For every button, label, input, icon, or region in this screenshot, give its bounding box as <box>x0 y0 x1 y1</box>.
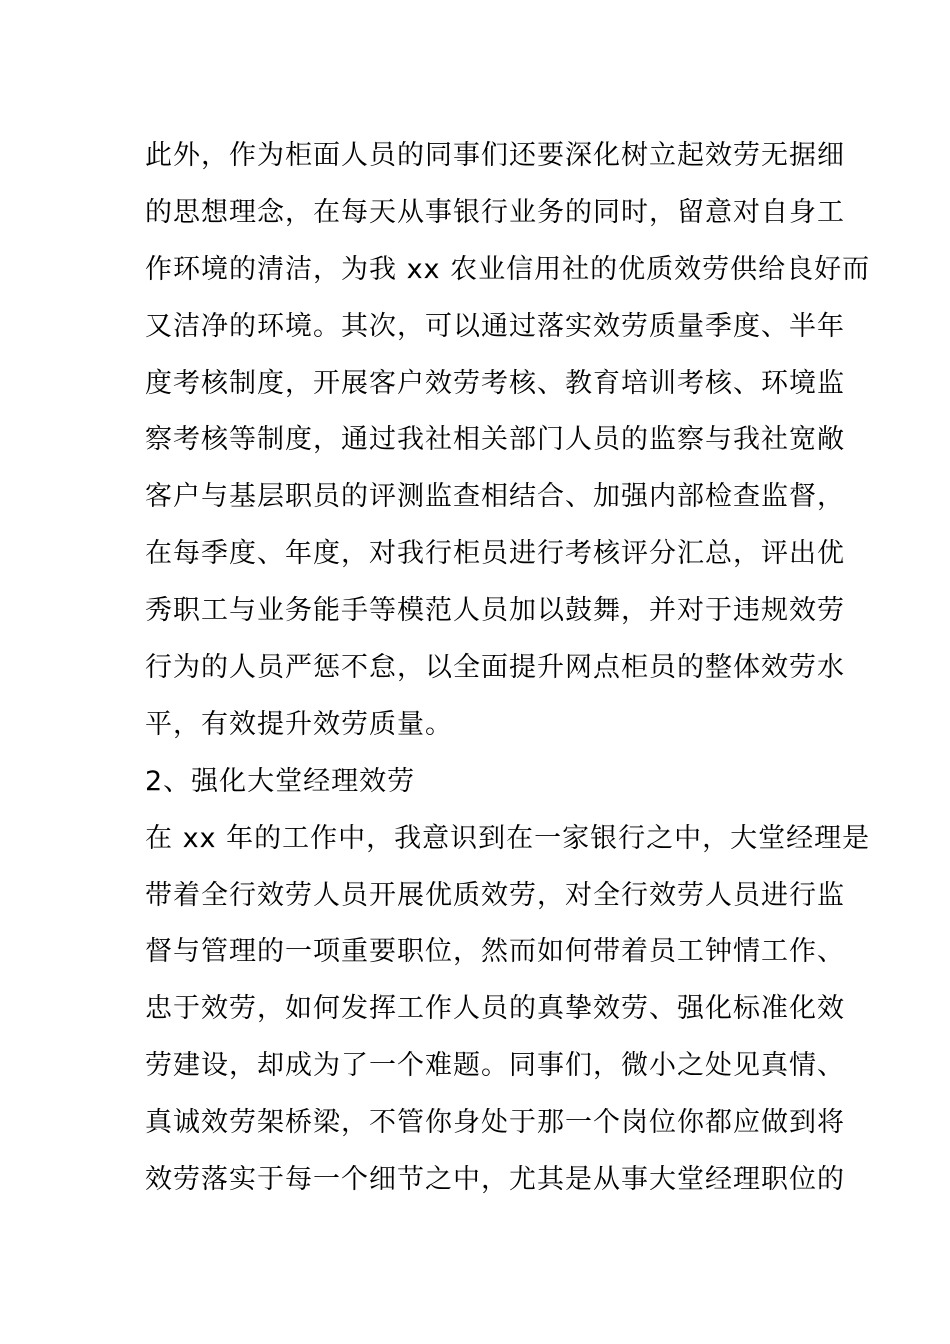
text-line: 督与管理的一项重要职位，然而如何带着员工钟情工作、 <box>145 936 845 968</box>
text-line: 效劳落实于每一个细节之中，尤其是从事大堂经理职位的 <box>145 1164 845 1196</box>
text-line: 忠于效劳，如何发挥工作人员的真挚效劳、强化标准化效 <box>145 993 845 1025</box>
text-line: 秀职工与业务能手等模范人员加以鼓舞，并对于违规效劳 <box>145 595 845 627</box>
text-line: 在每季度、年度，对我行柜员进行考核评分汇总，评出优 <box>145 538 845 570</box>
document-body <box>145 128 871 1209</box>
text-line: 在 xx 年的工作中，我意识到在一家银行之中，大堂经理是 <box>145 822 871 854</box>
text-line: 度考核制度，开展客户效劳考核、教育培训考核、环境监 <box>145 367 845 399</box>
text-line: 带着全行效劳人员开展优质效劳，对全行效劳人员进行监 <box>145 879 845 911</box>
text-line: 的思想理念，在每天从事银行业务的同时，留意对自身工 <box>145 196 845 228</box>
text-line: 客户与基层职员的评测监查相结合、加强内部检查监督， <box>145 481 845 513</box>
text-line: 真诚效劳架桥梁，不管你身处于那一个岗位你都应做到将 <box>145 1107 845 1139</box>
section-heading: 2、强化大堂经理效劳 <box>145 765 416 797</box>
text-line: 平，有效提升效劳质量。 <box>145 708 453 740</box>
text-line: 行为的人员严惩不怠，以全面提升网点柜员的整体效劳水 <box>145 652 845 684</box>
text-line: 此外，作为柜面人员的同事们还要深化树立起效劳无据细 <box>145 140 845 171</box>
text-line: 劳建设，却成为了一个难题。同事们，微小之处见真情、 <box>145 1050 845 1082</box>
text-line: 作环境的清洁，为我 xx 农业信用社的优质效劳供给良好而 <box>145 253 871 285</box>
text-line: 又洁净的环境。其次，可以通过落实效劳质量季度、半年 <box>145 310 845 342</box>
text-line: 察考核等制度，通过我社相关部门人员的监察与我社宽敞 <box>145 424 845 456</box>
